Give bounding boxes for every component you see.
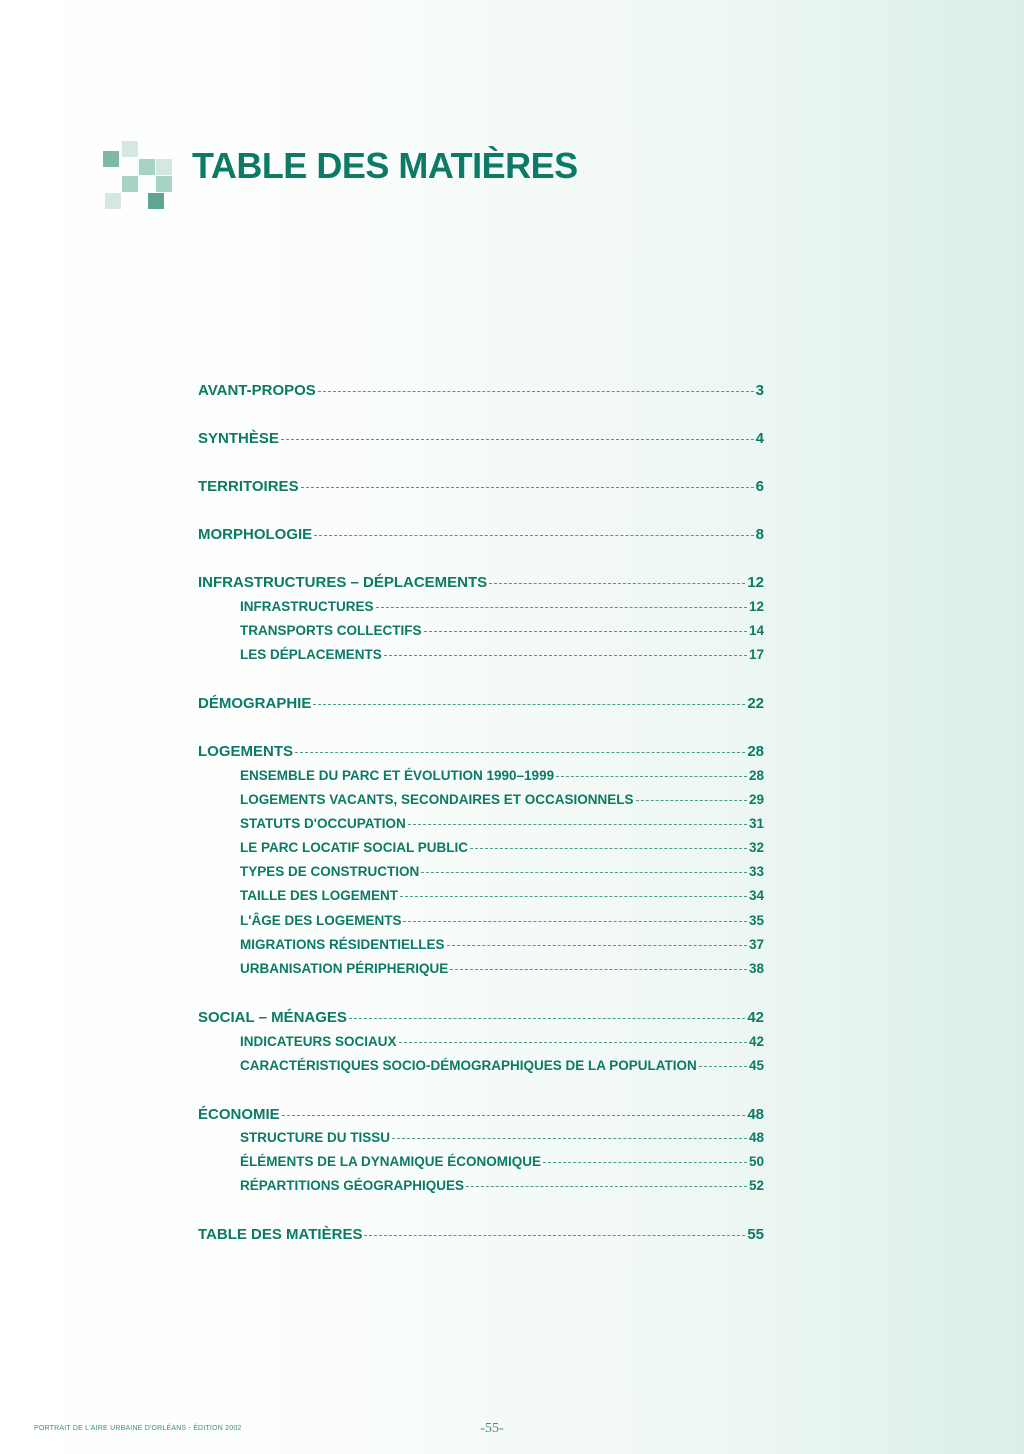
toc-section[interactable] — [198, 1226, 764, 1248]
toc-page-number: 28 — [747, 743, 764, 760]
toc-subsection[interactable] — [240, 1130, 764, 1152]
toc-leader — [424, 631, 747, 632]
toc-leader — [392, 1138, 747, 1139]
toc-subsection[interactable] — [240, 1178, 764, 1200]
toc-section[interactable] — [198, 695, 764, 717]
toc-label: ENSEMBLE DU PARC ET ÉVOLUTION 1990–1999 — [240, 768, 555, 783]
toc-section[interactable] — [198, 526, 764, 548]
toc-leader — [408, 824, 747, 825]
toc-subsection[interactable] — [240, 792, 764, 814]
toc-page-number: 3 — [755, 382, 764, 399]
toc-page-number: 52 — [748, 1178, 764, 1193]
mosaic-square — [122, 141, 138, 157]
mosaic-square — [139, 159, 155, 175]
toc-leader — [314, 535, 753, 536]
toc-label: MORPHOLOGIE — [198, 526, 313, 543]
toc-subsection[interactable] — [240, 623, 764, 645]
mosaic-square — [156, 176, 172, 192]
toc-leader — [313, 704, 745, 705]
toc-subsection[interactable] — [240, 864, 764, 886]
toc-leader — [318, 391, 754, 392]
mosaic-square — [105, 193, 121, 209]
toc-label: INDICATEURS SOCIAUX — [240, 1034, 397, 1049]
toc-label: MIGRATIONS RÉSIDENTIELLES — [240, 937, 445, 952]
toc-page-number: 8 — [755, 526, 764, 543]
toc-page-number: 34 — [748, 888, 764, 903]
toc-leader — [450, 969, 747, 970]
toc-page-number: 12 — [748, 599, 764, 614]
toc-label: STATUTS D'OCCUPATION — [240, 816, 406, 831]
toc-page-number: 42 — [747, 1009, 764, 1026]
toc-section[interactable] — [198, 743, 764, 765]
toc-page-number: 29 — [748, 792, 764, 807]
toc-label: LE PARC LOCATIF SOCIAL PUBLIC — [240, 840, 468, 855]
toc-leader — [384, 655, 747, 656]
toc-leader — [399, 1042, 747, 1043]
toc-leader — [421, 872, 747, 873]
toc-page-number: 32 — [748, 840, 764, 855]
toc-leader — [295, 752, 745, 753]
square-mosaic-icon — [102, 141, 174, 213]
toc-label: URBANISATION PÉRIPHERIQUE — [240, 961, 449, 976]
toc-label: DÉMOGRAPHIE — [198, 695, 312, 712]
toc-page-number: 37 — [748, 937, 764, 952]
toc-section[interactable] — [198, 1009, 764, 1031]
toc-section[interactable] — [198, 382, 764, 404]
toc-leader — [400, 896, 747, 897]
toc-label: ÉCONOMIE — [198, 1106, 280, 1123]
toc-label: TABLE DES MATIÈRES — [198, 1226, 363, 1243]
toc-label: ÉLÉMENTS DE LA DYNAMIQUE ÉCONOMIQUE — [240, 1154, 542, 1169]
toc-subsection[interactable] — [240, 1034, 764, 1056]
toc-page-number: 14 — [748, 623, 764, 638]
toc-label: TRANSPORTS COLLECTIFS — [240, 623, 422, 638]
toc-leader — [281, 439, 754, 440]
toc-page-number: 38 — [748, 961, 764, 976]
toc-page-number: 45 — [748, 1058, 764, 1073]
toc-label: SOCIAL – MÉNAGES — [198, 1009, 347, 1026]
toc-label: INFRASTRUCTURES – DÉPLACEMENTS — [198, 574, 488, 591]
toc-page-number: 50 — [748, 1154, 764, 1169]
page-title: TABLE DES MATIÈRES — [192, 145, 578, 186]
toc-page-number: 6 — [755, 478, 764, 495]
toc-leader — [699, 1066, 747, 1067]
toc-subsection[interactable] — [240, 913, 764, 935]
toc-leader — [376, 607, 747, 608]
toc-section[interactable] — [198, 478, 764, 500]
toc-page-number: 12 — [747, 574, 764, 591]
toc-page-number: 48 — [747, 1106, 764, 1123]
toc-label: RÉPARTITIONS GÉOGRAPHIQUES — [240, 1178, 465, 1193]
toc-page-number: 4 — [755, 430, 764, 447]
toc-subsection[interactable] — [240, 840, 764, 862]
toc-section[interactable] — [198, 574, 764, 596]
toc-leader — [636, 800, 747, 801]
toc-leader — [447, 945, 747, 946]
toc-subsection[interactable] — [240, 768, 764, 790]
toc-leader — [543, 1162, 747, 1163]
toc-label: STRUCTURE DU TISSU — [240, 1130, 391, 1145]
toc-leader — [301, 487, 754, 488]
toc-subsection[interactable] — [240, 599, 764, 621]
toc-page-number: 42 — [748, 1034, 764, 1049]
toc-subsection[interactable] — [240, 1154, 764, 1176]
toc-leader — [466, 1186, 747, 1187]
toc-leader — [556, 776, 747, 777]
toc-leader — [489, 583, 745, 584]
toc-label: AVANT-PROPOS — [198, 382, 316, 399]
toc-subsection[interactable] — [240, 816, 764, 838]
toc-subsection[interactable] — [240, 1058, 764, 1080]
toc-page-number: 28 — [748, 768, 764, 783]
mosaic-square — [122, 176, 138, 192]
toc-page-number: 33 — [748, 864, 764, 879]
toc-page-number: 55 — [747, 1226, 764, 1243]
toc-page-number: 31 — [748, 816, 764, 831]
toc-page-number: 22 — [747, 695, 764, 712]
toc-label: CARACTÉRISTIQUES SOCIO-DÉMOGRAPHIQUES DE LA POPULATION — [240, 1058, 697, 1073]
toc-label: INFRASTRUCTURES — [240, 599, 374, 614]
toc-label: TERRITOIRES — [198, 478, 299, 495]
toc-leader — [282, 1115, 746, 1116]
toc-label: LOGEMENTS — [198, 743, 294, 760]
footer-publication: PORTRAIT DE L'AIRE URBAINE D'ORLÉANS - ÉDITION 2002 — [34, 1425, 242, 1432]
toc-subsection[interactable] — [240, 647, 764, 669]
toc-label: SYNTHÈSE — [198, 430, 279, 447]
toc-label: LOGEMENTS VACANTS, SECONDAIRES ET OCCASIONNELS — [240, 792, 634, 807]
mosaic-square — [103, 151, 119, 167]
toc-subsection[interactable] — [240, 888, 764, 910]
toc-label: TAILLE DES LOGEMENT — [240, 888, 398, 903]
toc-leader — [349, 1018, 745, 1019]
toc-label: LES DÉPLACEMENTS — [240, 647, 382, 662]
toc-page-number: 48 — [748, 1130, 764, 1145]
footer-page-number: -55- — [480, 1421, 504, 1436]
toc-leader — [403, 921, 746, 922]
toc-subsection[interactable] — [240, 961, 764, 983]
toc-leader — [364, 1235, 745, 1236]
toc-page-number: 35 — [748, 913, 764, 928]
toc-subsection[interactable] — [240, 937, 764, 959]
toc-label: TYPES DE CONSTRUCTION — [240, 864, 420, 879]
mosaic-square — [148, 193, 164, 209]
toc-section[interactable] — [198, 1106, 764, 1128]
toc-label: L'ÂGE DES LOGEMENTS — [240, 913, 402, 928]
mosaic-square — [156, 159, 172, 175]
toc-section[interactable] — [198, 430, 764, 452]
toc-leader — [470, 848, 747, 849]
toc-page-number: 17 — [748, 647, 764, 662]
